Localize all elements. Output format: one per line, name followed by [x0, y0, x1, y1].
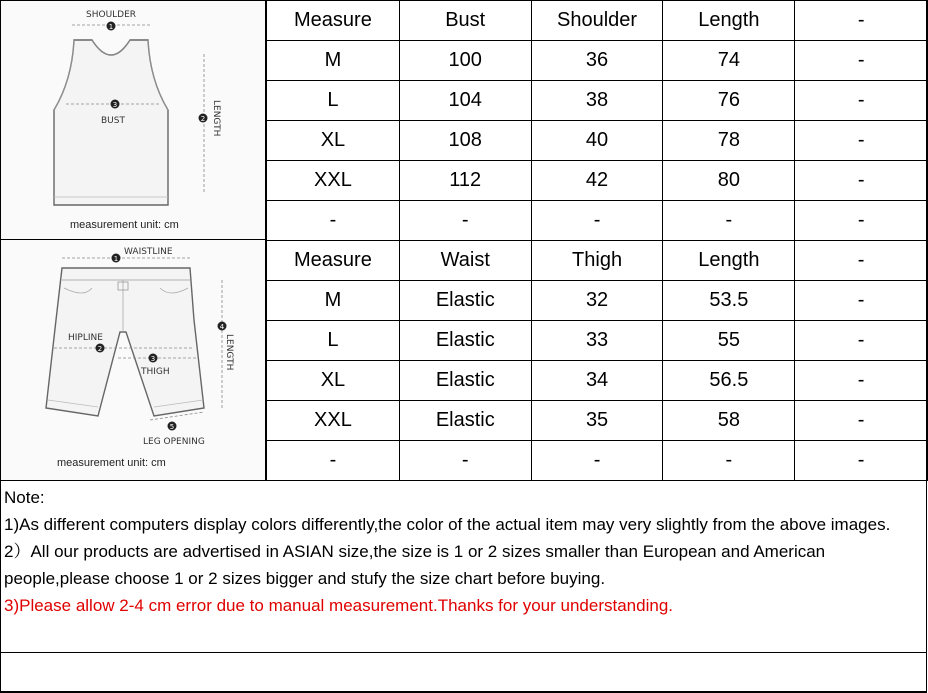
table-row	[267, 41, 928, 81]
table-cell: 76	[663, 81, 795, 121]
notes-section	[0, 481, 927, 653]
shoulder-label: SHOULDER	[86, 10, 137, 20]
table-cell: -	[795, 121, 928, 161]
table-cell: 53.5	[663, 281, 795, 321]
length-label: LENGTH	[211, 100, 221, 137]
unit-note-top: measurement unit: cm	[70, 219, 179, 231]
table-cell: 32	[531, 281, 663, 321]
tank-top-size-table	[266, 0, 928, 241]
header-cell: Shoulder	[531, 1, 663, 41]
table-cell: XXL	[267, 401, 400, 441]
table-cell: 33	[531, 321, 663, 361]
bust-label: BUST	[101, 116, 125, 126]
table-row	[267, 321, 928, 361]
table-cell: -	[795, 201, 928, 241]
table-cell: -	[267, 201, 400, 241]
thigh-label: THIGH	[141, 367, 170, 377]
table-cell: 112	[399, 161, 531, 201]
hipline-label: HIPLINE	[68, 333, 103, 343]
table-cell: M	[267, 41, 400, 81]
table-cell: -	[795, 41, 928, 81]
table-cell: 74	[663, 41, 795, 81]
table-cell: -	[663, 441, 795, 481]
header-cell: Length	[663, 241, 795, 281]
table-cell: -	[795, 401, 928, 441]
table-cell: Elastic	[399, 361, 531, 401]
table-cell: 58	[663, 401, 795, 441]
table-row	[267, 441, 928, 481]
table-cell: 104	[399, 81, 531, 121]
table-cell: -	[795, 441, 928, 481]
svg-text:1: 1	[108, 23, 114, 31]
table-cell: 42	[531, 161, 663, 201]
svg-text:5: 5	[169, 423, 175, 431]
svg-text:3: 3	[150, 355, 156, 363]
note-line-2: 2）All our products are advertised in ASIAN size,the size is 1 or 2 sizes smaller than European and American people,please choose 1 or 2 sizes bigger and stufy the size chart before buying.	[4, 542, 826, 588]
svg-text:4: 4	[219, 323, 225, 331]
header-cell: Measure	[267, 1, 400, 41]
table-cell: 78	[663, 121, 795, 161]
shorts-illustration	[0, 240, 266, 481]
table-cell: -	[531, 441, 663, 481]
table-cell: 108	[399, 121, 531, 161]
empty-footer-row	[0, 653, 927, 693]
table-row	[267, 281, 928, 321]
header-cell: Length	[663, 1, 795, 41]
waistline-label: WAISTLINE	[124, 247, 173, 257]
table-cell: L	[267, 321, 400, 361]
table-cell: -	[663, 201, 795, 241]
table-cell: 56.5	[663, 361, 795, 401]
length-label: LENGTH	[224, 334, 234, 371]
table-cell: XL	[267, 121, 400, 161]
table-cell: -	[399, 201, 531, 241]
table-row	[267, 361, 928, 401]
table-cell: -	[795, 281, 928, 321]
header-cell: Waist	[399, 241, 531, 281]
svg-text:3: 3	[112, 101, 118, 109]
table-cell: XXL	[267, 161, 400, 201]
table-row	[267, 161, 928, 201]
tank-top-diagram	[0, 0, 265, 239]
table-row	[267, 121, 928, 161]
table-cell: 55	[663, 321, 795, 361]
note-line-3-warning: 3)Please allow 2-4 cm error due to manual measurement.Thanks for your understanding.	[4, 596, 674, 615]
header-cell: Thigh	[531, 241, 663, 281]
table-cell: XL	[267, 361, 400, 401]
svg-text:2: 2	[97, 345, 103, 353]
table-cell: -	[531, 201, 663, 241]
table-cell: 34	[531, 361, 663, 401]
header-cell: Bust	[399, 1, 531, 41]
header-cell: -	[795, 1, 928, 41]
header-cell: Measure	[267, 241, 400, 281]
table-header-row	[267, 1, 928, 41]
note-line-1: 1)As different computers display colors differently,the color of the actual item may very slightly from the above images.	[4, 515, 891, 534]
leg-opening-label: LEG OPENING	[143, 437, 205, 447]
unit-note-bottom: measurement unit: cm	[57, 457, 166, 469]
table-cell: -	[795, 81, 928, 121]
table-cell: 35	[531, 401, 663, 441]
svg-text:1: 1	[113, 255, 119, 263]
table-row	[267, 81, 928, 121]
table-row	[267, 201, 928, 241]
table-cell: -	[795, 161, 928, 201]
shorts-size-table	[266, 240, 928, 481]
table-header-row	[267, 241, 928, 281]
table-cell: 36	[531, 41, 663, 81]
table-cell: Elastic	[399, 281, 531, 321]
table-cell: 40	[531, 121, 663, 161]
table-cell: -	[795, 321, 928, 361]
table-cell: -	[399, 441, 531, 481]
table-cell: 80	[663, 161, 795, 201]
table-cell: Elastic	[399, 321, 531, 361]
table-row	[267, 401, 928, 441]
tank-top-illustration	[0, 0, 266, 240]
table-cell: -	[267, 441, 400, 481]
table-cell: 38	[531, 81, 663, 121]
table-cell: L	[267, 81, 400, 121]
table-cell: -	[795, 361, 928, 401]
svg-text:2: 2	[200, 115, 206, 123]
table-cell: 100	[399, 41, 531, 81]
table-cell: M	[267, 281, 400, 321]
table-cell: Elastic	[399, 401, 531, 441]
header-cell: -	[795, 241, 928, 281]
shorts-diagram	[0, 240, 265, 480]
notes-title: Note:	[4, 488, 45, 507]
